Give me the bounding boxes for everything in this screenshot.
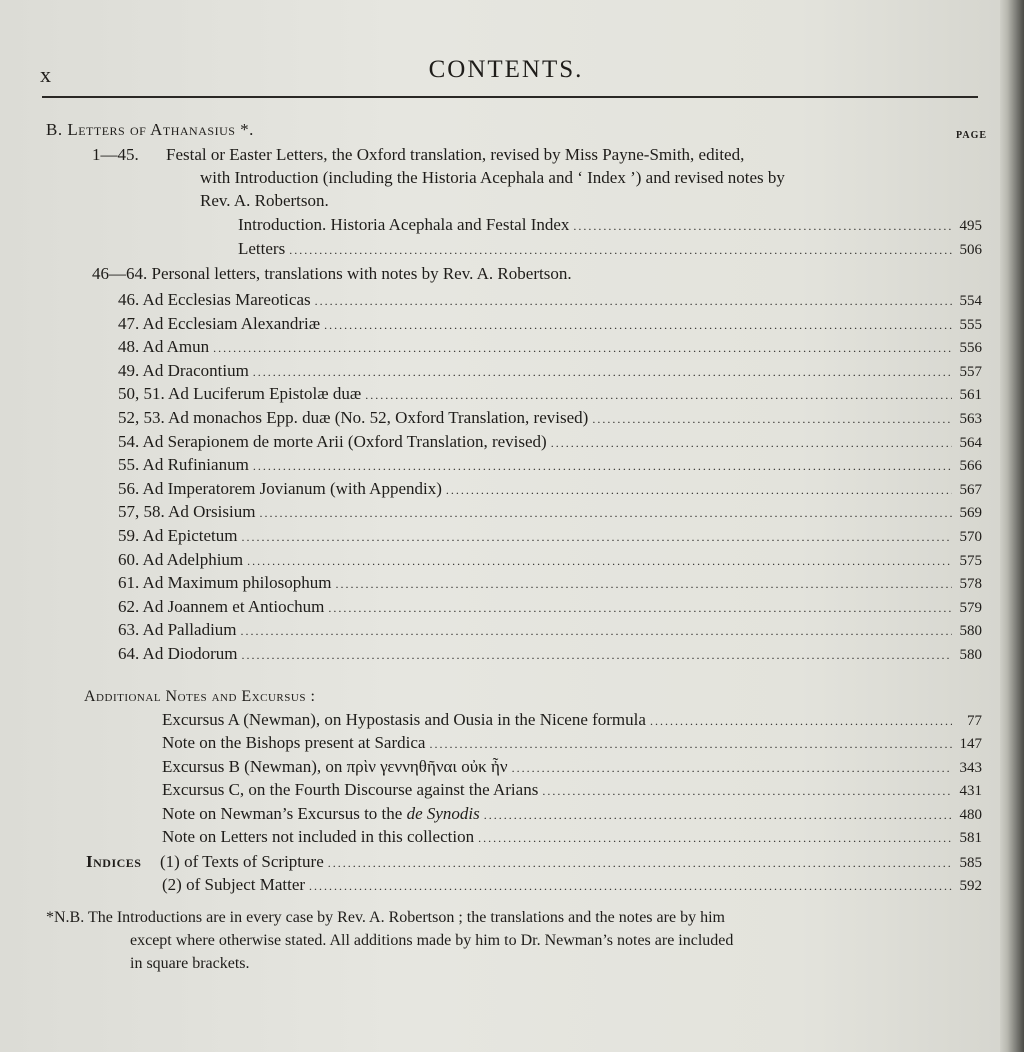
entry-label-italic: de Synodis <box>406 803 480 823</box>
folio-number: x <box>40 62 51 87</box>
dot-leader <box>551 436 952 451</box>
toc-entry[interactable] <box>118 432 982 452</box>
entry-label: 57, 58. Ad Orsisium <box>118 502 256 522</box>
entry-label: 62. Ad Joannem et Antiochum <box>118 596 325 616</box>
festal-text-line-3: Rev. A. Robertson. <box>200 191 329 210</box>
toc-entry[interactable] <box>162 827 982 847</box>
entry-label: Excursus B (Newman), on πρὶν γεννηθῆναι οὐκ ἦν <box>162 756 508 776</box>
dot-leader <box>328 856 952 871</box>
entry-page: 570 <box>959 529 982 545</box>
nb-line-2: except where otherwise stated. All additions made by him to Dr. Newman’s notes are included <box>130 932 734 949</box>
entry-page: 580 <box>959 647 982 663</box>
entry-label: 59. Ad Epictetum <box>118 526 238 545</box>
entry-label: Excursus C, on the Fourth Discourse against the Arians <box>162 780 539 800</box>
entry-label: 46. Ad Ecclesias Mareoticas <box>118 290 311 309</box>
entry-label: 61. Ad Maximum philosophum <box>118 573 332 593</box>
dot-leader <box>429 737 952 752</box>
toc-entry[interactable] <box>162 710 982 730</box>
entry-label-text: Note on Newman’s Excursus to the <box>162 803 407 823</box>
entry-label: 50, 51. Ad Luciferum Epistolæ duæ <box>118 384 362 404</box>
entry-label: Introduction. Historia Acephala and Festal Index <box>238 215 570 234</box>
entry-page: 495 <box>959 218 982 234</box>
entry-page: 147 <box>959 736 982 753</box>
entry-page: 567 <box>959 481 982 498</box>
entry-page: 557 <box>959 363 982 380</box>
toc-entry[interactable] <box>118 337 982 357</box>
toc-entry[interactable] <box>118 479 982 499</box>
entry-label: (2) of Subject Matter <box>162 875 306 895</box>
dot-leader <box>573 219 952 234</box>
entry-label: 47. Ad Ecclesiam Alexandriæ <box>118 313 321 333</box>
entry-page: 563 <box>959 411 982 427</box>
festal-text-line-1: Festal or Easter Letters, the Oxford translation, revised by Miss Payne-Smith, edited, <box>166 145 745 164</box>
dot-leader <box>484 808 952 823</box>
entry-label: 64. Ad Diodorum <box>118 644 238 663</box>
dot-leader <box>324 318 952 333</box>
entry-label: 63. Ad Palladium <box>118 620 237 640</box>
dot-leader <box>253 459 952 474</box>
toc-entry-letters[interactable] <box>238 239 982 259</box>
entry-page: 579 <box>959 599 982 616</box>
dot-leader <box>253 365 952 380</box>
entry-page: 564 <box>959 434 982 451</box>
nb-line-1: *N.B. The Introductions are in every case by Rev. A. Robertson ; the translations and the notes are by him <box>46 909 725 926</box>
entry-page: 555 <box>959 316 982 333</box>
entry-page: 580 <box>959 623 982 640</box>
additional-notes-heading: Additional Notes and Excursus : <box>84 688 316 705</box>
toc-entry[interactable] <box>118 526 982 546</box>
entry-label: 60. Ad Adelphium <box>118 549 244 569</box>
entry-page: 556 <box>959 340 982 357</box>
toc-entry[interactable] <box>118 573 982 593</box>
toc-entry[interactable] <box>118 644 982 664</box>
dot-leader <box>289 243 952 258</box>
dot-leader <box>650 714 952 729</box>
toc-entry[interactable] <box>118 597 982 617</box>
dot-leader <box>309 879 952 894</box>
dot-leader <box>365 388 952 403</box>
toc-entry-introduction[interactable] <box>238 215 982 235</box>
entry-label: Letters <box>238 239 286 258</box>
entry-page: 77 <box>967 713 982 729</box>
page-header <box>34 52 978 88</box>
page-title: CONTENTS. <box>428 56 584 83</box>
festal-text-line-2: with Introduction (including the Historia Acephala and ‘ Index ’) and revised notes by <box>200 168 785 187</box>
toc-entry[interactable] <box>118 620 982 640</box>
entry-page: 343 <box>959 759 982 776</box>
toc-entry[interactable] <box>162 780 982 800</box>
dot-leader <box>247 554 952 569</box>
dot-leader <box>542 784 952 799</box>
entry-page: 554 <box>959 293 982 309</box>
entry-page: 561 <box>959 387 982 404</box>
entry-page: 592 <box>959 878 982 895</box>
entry-label: (1) of Texts of Scripture <box>160 852 324 871</box>
dot-leader <box>259 506 952 521</box>
entry-label: 54. Ad Serapionem de morte Arii (Oxford Translation, revised) <box>118 431 547 451</box>
toc-entry[interactable] <box>118 290 982 310</box>
section-b-heading: B. Letters of Athanasius *. <box>46 120 254 139</box>
entry-label: Excursus A (Newman), on Hypostasis and Ousia in the Nicene formula <box>162 710 646 729</box>
header-rule <box>42 96 978 98</box>
dot-leader <box>335 577 952 592</box>
toc-entry[interactable] <box>118 314 982 334</box>
entry-label: 56. Ad Imperatorem Jovianum (with Appendix) <box>118 478 442 498</box>
toc-entry[interactable] <box>118 455 982 475</box>
dot-leader <box>592 412 952 427</box>
page-column-label: PAGE <box>956 130 988 141</box>
dot-leader <box>213 341 952 356</box>
dot-leader <box>446 483 952 498</box>
toc-entry[interactable] <box>118 408 982 428</box>
dot-leader <box>328 601 952 616</box>
dot-leader <box>241 624 952 639</box>
dot-leader <box>241 648 952 663</box>
toc-entry[interactable] <box>118 550 982 570</box>
personal-letters-heading: 46—64. Personal letters, translations with notes by Rev. A. Robertson. <box>92 264 572 283</box>
dot-leader <box>512 761 952 776</box>
dot-leader <box>478 831 952 846</box>
entry-label: 55. Ad Rufinianum <box>118 455 249 475</box>
entry-label: 49. Ad Dracontium <box>118 360 249 380</box>
entry-page: 566 <box>959 458 982 475</box>
toc-entry[interactable] <box>162 804 982 824</box>
entry-page: 431 <box>959 783 982 800</box>
entry-page: 581 <box>959 830 982 846</box>
dot-leader <box>315 294 952 309</box>
toc-entry[interactable] <box>118 361 982 381</box>
dot-leader <box>241 530 952 545</box>
indices-label: Indices <box>86 852 142 871</box>
toc-entry[interactable] <box>162 733 982 753</box>
nb-line-3: in square brackets. <box>130 955 250 972</box>
entry-label: 48. Ad Amun <box>118 337 210 357</box>
entry-label: Note on Letters not included in this collection <box>162 827 475 846</box>
entry-page: 578 <box>959 576 982 593</box>
toc-entry[interactable] <box>160 852 982 872</box>
toc-entry[interactable] <box>118 384 982 404</box>
entry-page: 569 <box>959 505 982 522</box>
book-spine-edge <box>1000 0 1024 1052</box>
entry-label <box>162 804 480 824</box>
entry-page: 480 <box>959 806 982 823</box>
toc-entry[interactable] <box>118 502 982 522</box>
entry-page: 585 <box>959 855 982 871</box>
festal-number: 1—45. <box>92 145 139 164</box>
entry-page: 506 <box>959 242 982 258</box>
toc-entry[interactable] <box>162 875 982 895</box>
entry-label: 52, 53. Ad monachos Epp. duæ (No. 52, Oxford Translation, revised) <box>118 408 589 427</box>
entry-page: 575 <box>959 552 982 569</box>
toc-entry[interactable] <box>162 757 982 777</box>
entry-label: Note on the Bishops present at Sardica <box>162 733 426 753</box>
